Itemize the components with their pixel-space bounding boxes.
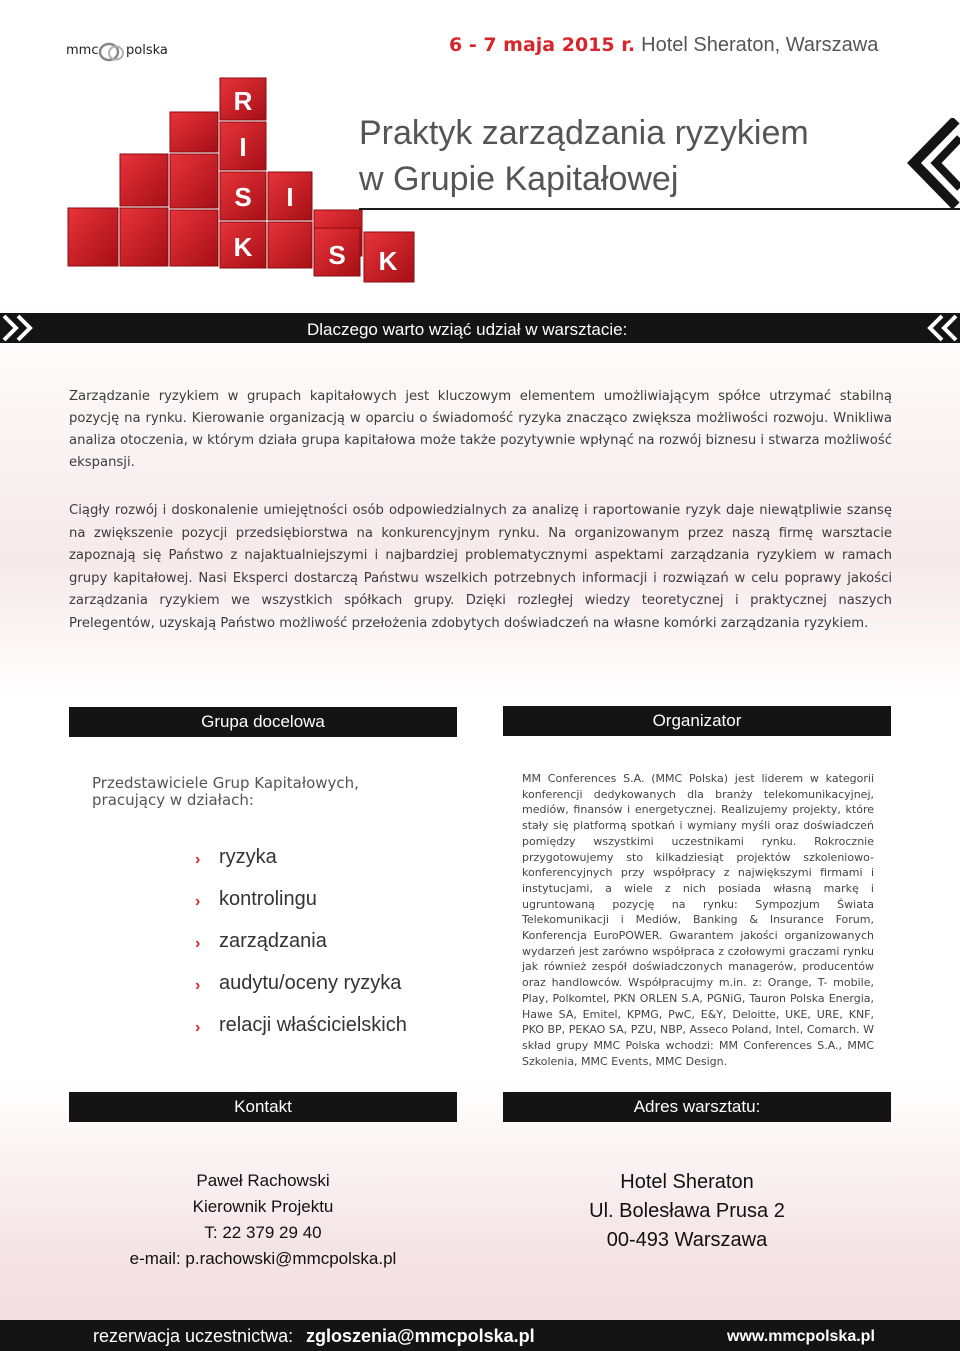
cube-letter-s: S (234, 182, 252, 212)
intro-paragraph: Zarządzanie ryzykiem w grupach kapitałowych jest kluczowym elementem umożliwiającym spółce utrzymać stabilną pozycję na rynku. Kierowanie organizacją w oparciu o świadomość ryzyka znacząco zwiększa możliwości rozwoju. Wnikliwa analiza otoczenia, w którym działa grupa kapitałowa może także pozytywnie wpłynąć na rozwój biznesu i stwarza możliwość ekspansji. (69, 389, 892, 470)
registration-email-link[interactable]: zgloszenia@mmcpolska.pl (306, 1326, 535, 1346)
list-item: › audytu/oceny ryzyka (195, 972, 402, 994)
organizer-heading: Organizator (503, 706, 891, 736)
cube-letter-k-2: K (378, 246, 398, 276)
body-paragraph: Ciągły rozwój i doskonalenie umiejętności osób odpowiedzialnych za analizę i raportowanie ryzyk daje niewątpliwie szansę na zwiększenie pozycji przedsiębiorstwa na konkurencyjnym rynku. Na organizowanym przez naszą firmę warsztacie zapoznają się Państwo z najaktualniejszymi i najbardziej problematycznymi aspektami zarządzania ryzykiem w ramach grupy kapitałowej. Nasi Eksperci dostarczą Państwu wszelkich potrzebnych informacji i rozwiązań w celu poprawy jakości zarządzania ryzykiem we wszystkich spółkach grupy. Dzięki rozległej wiedzy teoretycznej i praktycznej naszych Prelegentów, uzyskają Państwo możliwość przełożenia zdobytych doświadczeń na własne komórki zarządzania ryzykiem. (69, 503, 892, 631)
chevron-right-icon: › (195, 977, 201, 994)
chevron-right-icon: › (195, 893, 201, 910)
list-item: › relacji właścicielskich (195, 1014, 407, 1036)
address-heading: Adres warsztatu: (503, 1092, 891, 1122)
registration-label: rezerwacja uczestnictwa: (93, 1326, 294, 1346)
list-item: › zarządzania (195, 930, 327, 952)
logo-text-mmc: mmc (66, 43, 99, 58)
website-link[interactable]: www.mmcpolska.pl (727, 1328, 875, 1345)
footer-bar (0, 1320, 960, 1351)
contact-email[interactable]: e-mail: p.rachowski@mmcpolska.pl (129, 1249, 397, 1268)
workshop-title (359, 110, 809, 202)
contact-role: Kierownik Projektu (192, 1197, 334, 1216)
chevron-right-icon: › (195, 1019, 201, 1036)
contact-phone[interactable]: T: 22 379 29 40 (204, 1223, 322, 1242)
list-item: › ryzyka (195, 846, 277, 868)
organizer-description: MM Conferences S.A. (MMC Polska) jest liderem w kategorii konferencji dedykowanych dla branży telekomunikacyjnej, mediów, finansów i energetycznej. Realizujemy projekty, które stały się platformą spotkań i wymiany myśli oraz doświadczeń pomiędzy wszystkimi uczestnikami rynku. Rokrocznie przygotowujemy sto kilkadziesiąt projektów szkoleniowo-konferencyjnych przy współpracy z największymi firmami i instytucjami, a wiele z nich posiada własną markę i ugruntowaną pozycję na rynku: Sympozjum Świata Telekomunikacji i Mediów, Banking & Insurance Forum, Konferencja EuroPOWER. Gwarantem jakości organizowanych wydarzeń jest zarówno współpraca z czołowymi graczami rynku jak również zespół doświadczonych managerów, producentów oraz handlowców. Współpracujmy m.in. z: Orange, T- mobile, Play, Polkomtel, PKN ORLEN S.A, PGNiG, Tauron Polska Energia, Hawe SA, Emitel, KPMG, PwC, E&Y, Deloitte, UKE, URE, KNF, PKO BP, PEKAO SA, PZU, NBP, Asseco Poland, Intel, Comarch. W skład grupy MMC Polska wchodzi: MM Conferences S.A., MMC Szkolenia, MMC Events, MMC Design. (522, 772, 874, 1068)
event-place: Hotel Sheraton, Warszawa (641, 34, 879, 56)
cube-letter-i-2: I (286, 182, 294, 212)
chevron-right-icon: › (195, 851, 201, 868)
list-item: › kontrolingu (195, 888, 317, 910)
address-line-3: 00-493 Warszawa (606, 1229, 768, 1251)
logo-rings-icon (97, 40, 127, 64)
target-group-heading: Grupa docelowa (69, 707, 457, 737)
chevron-right-icon: › (195, 935, 201, 952)
contact-name: Paweł Rachowski (196, 1171, 330, 1190)
contact-block (69, 1168, 457, 1272)
logo-text-polska: polska (126, 43, 168, 58)
audience-intro: Przedstawiciele Grup Kapitałowych, pracujący w działach: (92, 774, 359, 809)
cube-letter-k: K (233, 232, 253, 262)
chevron-right-icon (0, 313, 40, 343)
event-dateline (449, 34, 878, 57)
address-line-1: Hotel Sheraton (620, 1171, 754, 1193)
cube-letter-s-2: S (328, 240, 346, 270)
chevron-left-icon (906, 118, 960, 208)
address-line-2: Ul. Bolesława Prusa 2 (589, 1200, 785, 1222)
address-block (503, 1168, 871, 1255)
cube-letter-i: I (239, 132, 247, 162)
cube-letter-r: R (233, 86, 253, 116)
title-line-1: Praktyk zarządzania ryzykiem (359, 114, 809, 152)
event-date: 6 - 7 maja 2015 r. (449, 34, 636, 56)
chevron-left-icon (920, 313, 960, 343)
audience-list (195, 846, 407, 1056)
why-heading: Dlaczego warto wziąć udział w warsztacie: (307, 320, 628, 339)
contact-heading: Kontakt (69, 1092, 457, 1122)
title-line-2: w Grupie Kapitałowej (359, 160, 679, 198)
